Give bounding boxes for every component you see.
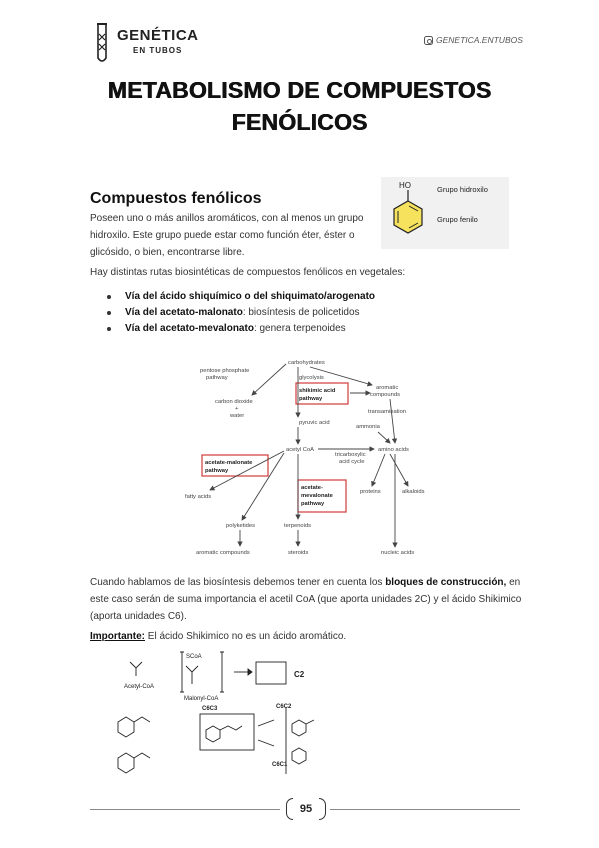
important-text: El ácido Shikimico no es un ácido aromático. <box>145 631 347 642</box>
test-tube-logo-icon <box>93 22 111 66</box>
page-number-value: 95 <box>299 803 313 815</box>
route-item <box>106 289 375 305</box>
instagram-handle: GENETICA.ENTUBOS <box>436 35 523 45</box>
chem-malonyl-coa: Malonyl-CoA <box>184 696 219 702</box>
routes-intro: Hay distintas rutas biosintéticas de compuestos fenólicos en vegetales: <box>90 267 406 278</box>
ho-label: HO <box>399 181 411 190</box>
footer-divider-right <box>330 809 520 810</box>
right-brace-decoration <box>319 798 326 820</box>
chem-scoa: SCoA <box>186 654 202 660</box>
label-glycolysis: glycolysis <box>299 375 324 381</box>
node-terpenoids: terpenoids <box>284 523 312 529</box>
label-shikimic-2: pathway <box>299 396 323 402</box>
building-blocks-paragraph <box>90 574 530 625</box>
node-polyketides: polyketides <box>226 523 256 529</box>
building-blocks-text-1: Cuando hablamos de las biosíntesis debemos tener en cuenta los <box>90 577 386 588</box>
biosynthesis-pathway-diagram <box>180 355 431 565</box>
node-aromatic-compounds-bottom: aromatic compounds <box>196 550 250 556</box>
phenol-structure-figure <box>381 177 509 249</box>
page-number <box>284 798 328 820</box>
label-acetate-malonate: acetate-malonate <box>205 460 253 466</box>
node-aromatic-compounds-2: compounds <box>370 392 400 398</box>
hydroxyl-group-label: Grupo hidroxilo <box>437 185 488 194</box>
label-ammonia: ammonia <box>356 424 380 430</box>
footer-divider-left <box>90 809 280 810</box>
node-pyruvic-acid: pyruvic acid <box>299 420 330 426</box>
node-aromatic-compounds: aromatic <box>376 385 399 391</box>
node-fatty-acids: fatty acids <box>185 494 212 500</box>
page-title-line-1: METABOLISMO DE COMPUESTOS <box>107 77 492 103</box>
label-acetate-malonate-2: pathway <box>205 468 229 474</box>
routes-list <box>106 289 375 337</box>
intro-paragraph: Poseen uno o más anillos aromáticos, con al menos un grupo hidroxilo. Este grupo puede estar como función éter, éster o glicósido, o bien, encontrarse libre. <box>90 213 364 258</box>
node-amino-acids: amino acids <box>378 447 409 453</box>
route-item <box>106 305 375 321</box>
node-water: water <box>230 413 245 419</box>
chemical-structures-figure <box>96 648 336 778</box>
node-carbon-dioxide: carbon dioxide <box>215 399 253 405</box>
chem-c2: C2 <box>294 670 305 679</box>
brand-title: GENÉTICA <box>117 27 199 44</box>
phenyl-group-label: Grupo fenilo <box>437 215 478 224</box>
important-label: Importante: <box>90 631 145 642</box>
instagram-icon <box>424 36 433 45</box>
node-pentose-phosphate-2: pathway <box>206 375 228 381</box>
label-tca-2: acid cycle <box>339 459 365 465</box>
page-title-line-2: FENÓLICOS <box>231 109 368 135</box>
node-acetyl-coa: acetyl CoA <box>286 447 315 453</box>
node-nucleic-acids: nucleic acids <box>381 550 415 556</box>
brand-subtitle: EN TUBOS <box>133 46 183 55</box>
route-detail: : biosíntesis de policetidos <box>242 307 360 318</box>
chem-acetyl-coa: Acetyl-CoA <box>124 684 155 690</box>
important-note <box>90 628 530 645</box>
node-carbohydrates: carbohydrates <box>288 360 325 366</box>
route-detail: : genera terpenoides <box>253 323 346 334</box>
chem-c6c1: C6C1 <box>272 762 288 768</box>
building-blocks-bold: bloques de construcción, <box>385 577 507 588</box>
node-carbon-dioxide-plus: + <box>235 406 239 412</box>
route-name: Vía del acetato-mevalonato <box>125 323 254 334</box>
label-acetate-mevalonate: acetate- <box>301 485 323 491</box>
route-item <box>106 321 375 337</box>
label-acetate-mevalonate-3: pathway <box>301 501 325 507</box>
left-brace-decoration <box>286 798 293 820</box>
label-transamination: transamination <box>368 409 407 415</box>
route-name: Vía del acetato-malonato <box>125 307 243 318</box>
label-acetate-mevalonate-2: mevalonate <box>301 493 333 499</box>
node-pentose-phosphate: pentose phosphate <box>200 368 250 374</box>
label-tca: tricarboxylic <box>335 452 366 458</box>
route-name: Vía del ácido shiquímico o del shiquimato/arogenato <box>125 291 376 302</box>
node-alkaloids: alkaloids <box>402 489 425 495</box>
node-steroids: steroids <box>288 550 309 556</box>
label-shikimic: shikimic acid <box>299 388 336 394</box>
building-blocks-text-2: en este caso serán de suma importancia el acetil CoA (que aporta unidades 2C) y el ácido Shikimico (aporta unidades C6). <box>90 577 522 622</box>
chem-c6c2: C6C2 <box>276 704 292 710</box>
instagram-link[interactable] <box>424 35 523 45</box>
page-title <box>0 74 599 138</box>
section-heading: Compuestos fenólicos <box>90 190 262 207</box>
node-proteins: proteins <box>360 489 381 495</box>
chem-c6c3: C6C3 <box>202 706 218 712</box>
